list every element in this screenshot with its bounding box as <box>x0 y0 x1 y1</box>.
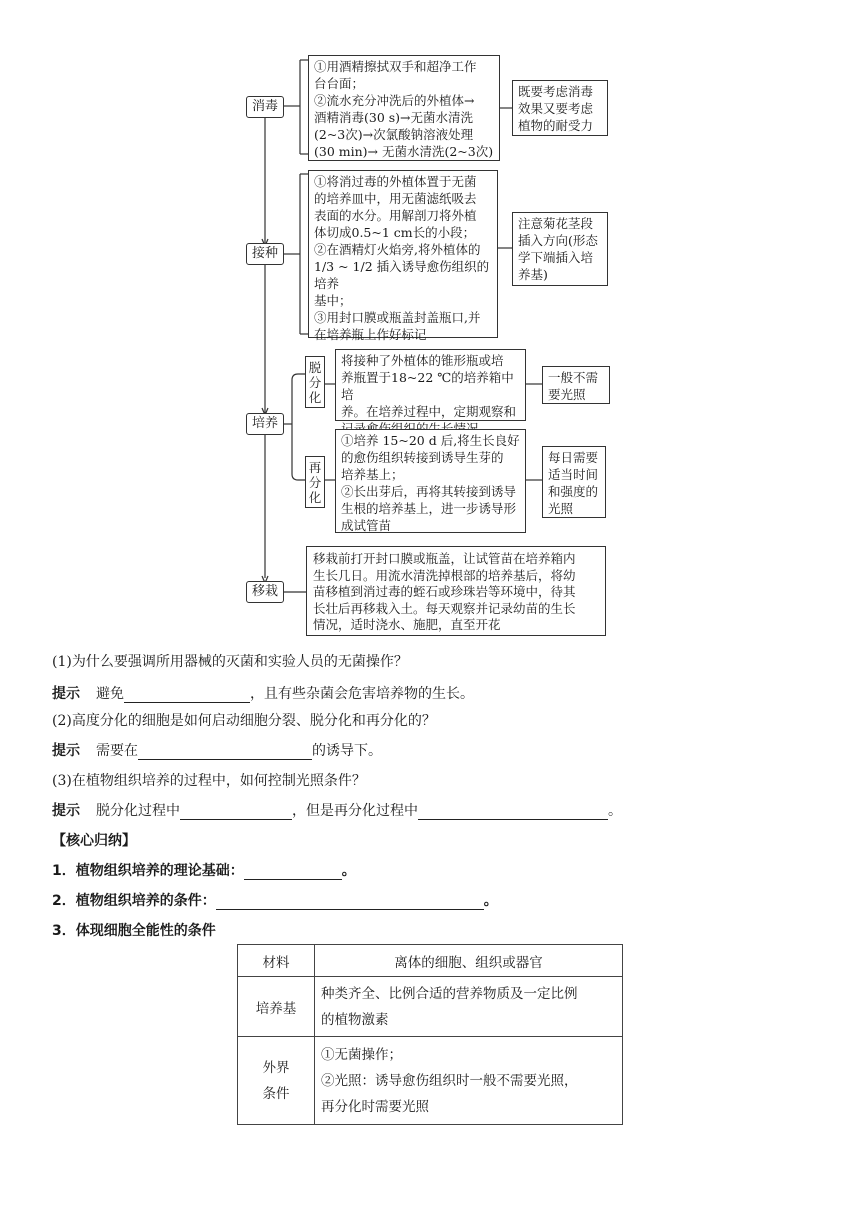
answer-1-pre: 避免 <box>96 686 124 702</box>
stage-transplant: 移栽 <box>246 581 284 603</box>
redifferentiation-note: 每日需要 适当时间 和强度的 光照 <box>542 446 606 518</box>
summary-item-1-text: 1．植物组织培养的理论基础： <box>52 863 244 879</box>
table-cell: 培养基 <box>238 977 315 1037</box>
table-row <box>238 977 623 1037</box>
answer-2 <box>52 740 382 760</box>
table-row <box>238 945 623 977</box>
answer-3-blank-2[interactable] <box>418 805 608 820</box>
answer-1-post: ，且有些杂菌会危害培养物的生长。 <box>250 686 474 702</box>
stage-culture: 培养 <box>246 413 284 435</box>
question-2: (2)高度分化的细胞是如何启动细胞分裂、脱分化和再分化的？ <box>52 713 436 729</box>
summary-item-1-blank[interactable] <box>244 865 342 880</box>
transplant-steps: 移栽前打开封口膜或瓶盖，让试管苗在培养箱内 生长几日。用流水清洗掉根部的培养基后，将幼 苗移植到消过毒的蛭石或珍珠岩等环境中，待其 长壮后再移栽入土。每天观察并记录幼苗的生长 情况，适时浇水、施肥，直至开花 <box>306 546 606 636</box>
disinfect-note: 既要考虑消毒 效果又要考虑 植物的耐受力 <box>512 80 608 136</box>
summary-item-1-end: 。 <box>341 863 356 879</box>
stage-inoculate: 接种 <box>246 243 284 265</box>
table-cell: 离体的细胞、组织或器官 <box>315 945 623 977</box>
hint-label: 提示 <box>52 743 80 759</box>
answer-3-mid: ，但是再分化过程中 <box>292 803 418 819</box>
inoculate-note: 注意菊花茎段 插入方向(形态 学下端插入培 养基) <box>512 212 608 286</box>
substage-dedifferentiation: 脱 分 化 <box>305 356 325 408</box>
substage-redifferentiation: 再 分 化 <box>305 456 325 508</box>
table-cell: 材料 <box>238 945 315 977</box>
table-row <box>238 1037 623 1125</box>
table-cell: 种类齐全、比例合适的营养物质及一定比例 的植物激素 <box>315 977 623 1037</box>
summary-item-2 <box>52 890 498 910</box>
answer-2-blank[interactable] <box>138 745 312 760</box>
table-cell: 外界 条件 <box>238 1037 315 1125</box>
summary-item-2-text: 2．植物组织培养的条件： <box>52 893 216 909</box>
answer-1-blank[interactable] <box>124 688 250 703</box>
dedifferentiation-note: 一般不需 要光照 <box>542 366 610 404</box>
conditions-table <box>237 944 623 1125</box>
summary-heading: 【核心归纳】 <box>52 833 136 849</box>
answer-3-pre: 脱分化过程中 <box>96 803 180 819</box>
answer-3-post: 。 <box>608 803 622 819</box>
answer-1 <box>52 683 474 703</box>
disinfect-steps: ①用酒精擦拭双手和超净工作 台台面； ②流水充分冲洗后的外植体→ 酒精消毒(30 s)→无菌水清洗 (2~3次)→次氯酸钠溶液处理 (30 min)→ 无菌水清洗(2~3次) <box>308 55 500 161</box>
answer-2-post: 的诱导下。 <box>312 743 382 759</box>
answer-3 <box>52 800 622 820</box>
question-3: (3)在植物组织培养的过程中，如何控制光照条件？ <box>52 773 366 789</box>
stage-disinfect: 消毒 <box>246 96 284 118</box>
hint-label: 提示 <box>52 803 80 819</box>
summary-item-1 <box>52 860 356 880</box>
hint-label: 提示 <box>52 686 80 702</box>
answer-2-pre: 需要在 <box>96 743 138 759</box>
redifferentiation-steps: ①培养 15~20 d 后,将生长良好 的愈伤组织转接到诱导生芽的 培养基上； ②长出芽后，再将其转接到诱导 生根的培养基上，进一步诱导形 成试管苗 <box>335 429 526 533</box>
inoculate-steps: ①将消过毒的外植体置于无菌 的培养皿中，用无菌滤纸吸去 表面的水分。用解剖刀将外植 体切成0.5~1 cm长的小段； ②在酒精灯火焰旁,将外植体的 1/3 ~ 1/2 插入诱导愈伤组织的培养 基中； ③用封口膜或瓶盖封盖瓶口,并 在培养瓶上作好标记 <box>308 170 498 338</box>
summary-item-3: 3．体现细胞全能性的条件 <box>52 923 216 939</box>
question-1: (1)为什么要强调所用器械的灭菌和实验人员的无菌操作？ <box>52 654 408 670</box>
summary-item-2-end: 。 <box>483 893 498 909</box>
summary-item-2-blank[interactable] <box>216 895 484 910</box>
answer-3-blank-1[interactable] <box>180 805 292 820</box>
table-cell: ①无菌操作； ②光照：诱导愈伤组织时一般不需要光照， 再分化时需要光照 <box>315 1037 623 1125</box>
dedifferentiation-steps: 将接种了外植体的锥形瓶或培 养瓶置于18~22 ℃的培养箱中培 养。在培养过程中，定期观察和 <box>335 349 526 421</box>
